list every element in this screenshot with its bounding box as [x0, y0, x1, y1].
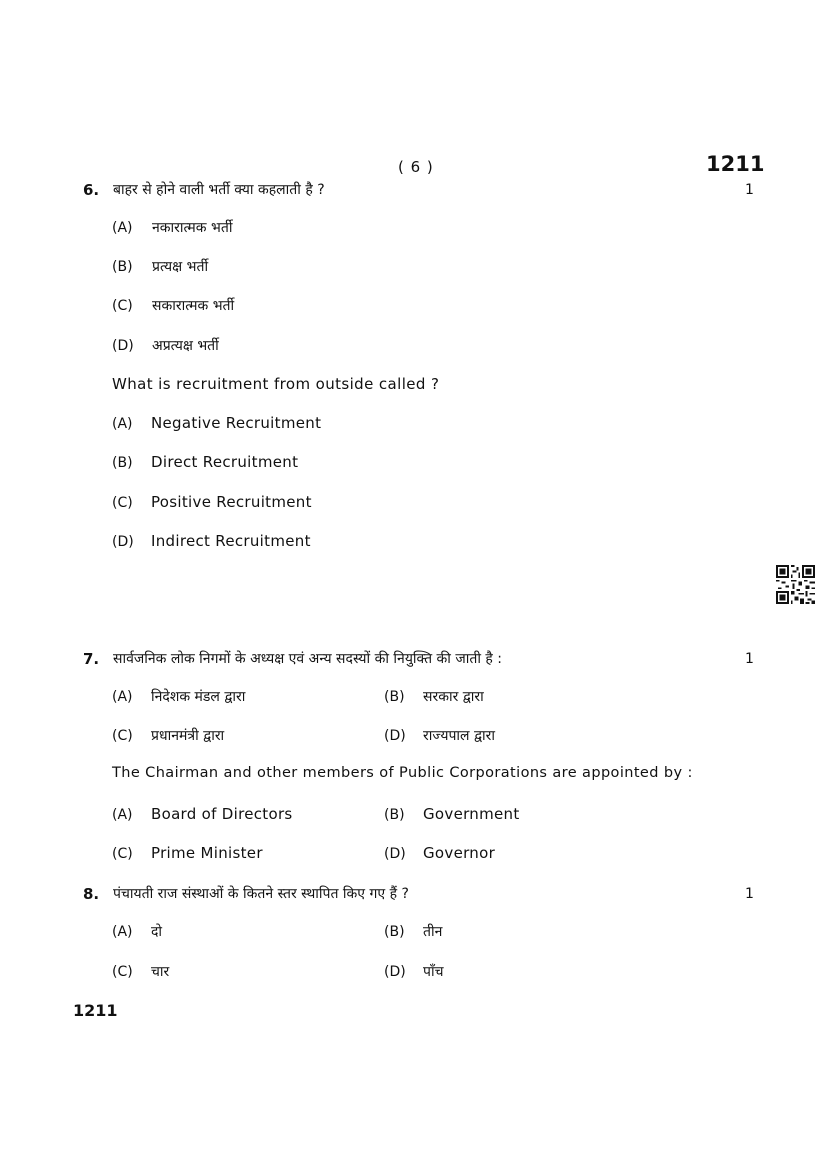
question-text-english: What is recruitment from outside called ?	[112, 375, 440, 393]
option-text-hindi: नकारात्मक भर्ती	[152, 220, 233, 236]
option-label: (B)	[384, 689, 405, 705]
paper-code-footer: 1211	[73, 1001, 118, 1020]
option-label: (B)	[384, 807, 405, 823]
option-label: (D)	[112, 338, 134, 354]
option-label: (D)	[384, 728, 406, 744]
option-label: (D)	[112, 534, 134, 550]
option-text-english: Negative Recruitment	[151, 414, 322, 432]
paper-code-header: 1211	[706, 152, 765, 176]
option-label: (D)	[384, 964, 406, 980]
option-label: (D)	[384, 846, 406, 862]
option-text-hindi: सकारात्मक भर्ती	[152, 298, 235, 314]
option-text-english: Prime Minister	[151, 844, 263, 862]
option-text-english: Indirect Recruitment	[151, 532, 311, 550]
question-text-hindi: बाहर से होने वाली भर्ती क्या कहलाती है ?	[113, 182, 325, 198]
question-number: 6.	[83, 181, 100, 199]
option-label: (A)	[112, 416, 133, 432]
option-text-hindi: अप्रत्यक्ष भर्ती	[152, 338, 219, 354]
question-text-english: The Chairman and other members of Public Corporations are appointed by :	[112, 765, 693, 781]
page-number: ( 6 )	[398, 158, 434, 176]
question-number: 8.	[83, 885, 100, 903]
option-text-hindi: प्रधानमंत्री द्वारा	[151, 728, 225, 744]
option-label: (A)	[112, 689, 133, 705]
option-text-english: Governor	[423, 844, 496, 862]
question-number: 7.	[83, 650, 100, 668]
option-label: (B)	[112, 259, 133, 275]
option-label: (A)	[112, 924, 133, 940]
option-label: (B)	[112, 455, 133, 471]
qr-code-icon	[776, 565, 815, 604]
question-marks: 1	[745, 651, 754, 667]
option-label: (B)	[384, 924, 405, 940]
question-marks: 1	[745, 886, 754, 902]
question-text-hindi: सार्वजनिक लोक निगमों के अध्यक्ष एवं अन्य सदस्यों की नियुक्ति की जाती है :	[113, 651, 502, 667]
option-text-hindi: प्रत्यक्ष भर्ती	[152, 259, 209, 275]
question-marks: 1	[745, 182, 754, 198]
option-text-hindi: दो	[151, 924, 163, 940]
option-label: (A)	[112, 807, 133, 823]
option-label: (A)	[112, 220, 133, 236]
option-text-hindi: राज्यपाल द्वारा	[423, 728, 496, 744]
option-label: (C)	[112, 495, 133, 511]
option-text-english: Board of Directors	[151, 805, 293, 823]
option-label: (C)	[112, 298, 133, 314]
option-text-hindi: पाँच	[423, 964, 444, 980]
option-text-hindi: तीन	[423, 924, 443, 940]
option-text-english: Positive Recruitment	[151, 493, 312, 511]
option-text-hindi: सरकार द्वारा	[423, 689, 484, 705]
option-label: (C)	[112, 964, 133, 980]
option-label: (C)	[112, 728, 133, 744]
option-text-english: Government	[423, 805, 520, 823]
question-text-hindi: पंचायती राज संस्थाओं के कितने स्तर स्थापित किए गए हैं ?	[113, 886, 409, 902]
option-label: (C)	[112, 846, 133, 862]
option-text-hindi: चार	[151, 964, 170, 980]
option-text-hindi: निदेशक मंडल द्वारा	[151, 689, 246, 705]
option-text-english: Direct Recruitment	[151, 453, 299, 471]
